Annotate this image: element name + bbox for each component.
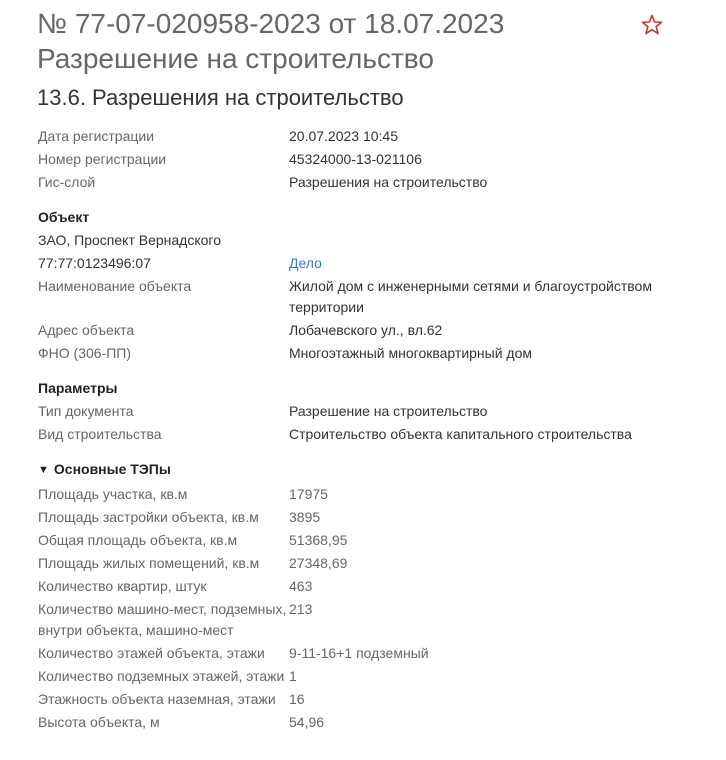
tep-row (38, 712, 698, 733)
tep-row (38, 553, 698, 574)
tep-value: 9-11-16+1 подземный (289, 645, 429, 661)
section-title-parameters: Параметры (38, 380, 118, 396)
field-value: 20.07.2023 10:45 (289, 128, 398, 144)
field-row (38, 424, 698, 445)
tep-value: 1 (289, 668, 297, 684)
tep-value: 51368,95 (289, 532, 348, 548)
field-value: Разрешение на строительство (289, 403, 488, 419)
field-row (38, 276, 698, 318)
field-label: Дата регистрации (38, 128, 155, 144)
field-label: Тип документа (38, 403, 134, 419)
field-value: Разрешения на строительство (289, 174, 488, 190)
tep-value: 27348,69 (289, 555, 348, 571)
tep-row (38, 666, 698, 687)
document-type: Разрешение на строительство (37, 43, 434, 74)
star-icon[interactable] (640, 13, 664, 37)
tep-row (38, 643, 698, 664)
tep-row (38, 530, 698, 551)
tep-value: 54,96 (289, 714, 325, 730)
field-row (38, 401, 698, 422)
field-label: Вид строительства (38, 426, 162, 442)
field-row (38, 149, 698, 170)
cadastral-row (38, 253, 698, 274)
tep-label: Количество подземных этажей, этажи (38, 668, 285, 684)
field-label: Адрес объекта (38, 322, 135, 338)
tep-value: 16 (289, 691, 305, 707)
field-row (38, 172, 698, 193)
section-title-tep: Основные ТЭПы (53, 461, 171, 477)
tep-label: Общая площадь объекта, кв.м (38, 532, 238, 548)
case-link[interactable]: Дело (289, 255, 322, 271)
field-value: 45324000-13-021106 (289, 151, 422, 167)
tep-value: 463 (289, 578, 313, 594)
tep-label: Площадь застройки объекта, кв.м (38, 509, 259, 525)
tep-label: Площадь участка, кв.м (38, 486, 188, 502)
field-value: Строительство объекта капитального строительства (289, 426, 632, 442)
tep-row (38, 507, 698, 528)
field-label: Наименование объекта (38, 278, 192, 294)
section-title-object: Объект (38, 209, 90, 225)
object-address-row (38, 230, 698, 251)
tep-value: 213 (289, 601, 313, 617)
tep-value: 3895 (289, 509, 321, 525)
document-details (38, 126, 698, 735)
field-row (38, 343, 698, 364)
tep-label: Количество машино-мест, подземных, внутри объекта, машино-мест (38, 601, 287, 638)
tep-value: 17975 (289, 486, 328, 502)
field-label: Гис-слой (38, 174, 96, 190)
tep-row (38, 599, 698, 641)
field-label: Номер регистрации (38, 151, 167, 167)
tep-row (38, 484, 698, 505)
field-label: ФНО (306-ПП) (38, 345, 132, 361)
tep-row (38, 689, 698, 710)
field-row (38, 320, 698, 341)
field-row (38, 126, 698, 147)
tep-label: Высота объекта, м (38, 714, 160, 730)
tep-label: Площадь жилых помещений, кв.м (38, 555, 260, 571)
tep-section-toggle[interactable] (38, 459, 698, 482)
field-value: Многоэтажный многоквартирный дом (289, 345, 533, 361)
tep-label: Этажность объекта наземная, этажи (38, 691, 276, 707)
page-title (37, 6, 504, 76)
document-number: № 77-07-020958-2023 от 18.07.2023 (37, 8, 505, 39)
tep-label: Количество квартир, штук (38, 578, 207, 594)
field-value: Жилой дом с инженерными сетями и благоустройством территории (289, 278, 652, 315)
tep-label: Количество этажей объекта, этажи (38, 645, 265, 661)
layer-subtitle: 13.6. Разрешения на строительство (37, 85, 404, 110)
collapse-arrow-icon: ▼ (38, 464, 49, 476)
tep-row (38, 576, 698, 597)
cadastral-number: 77:77:0123496:07 (38, 255, 151, 271)
object-address: ЗАО, Проспект Вернадского (38, 232, 221, 248)
field-value: Лобачевского ул., вл.62 (289, 322, 443, 338)
